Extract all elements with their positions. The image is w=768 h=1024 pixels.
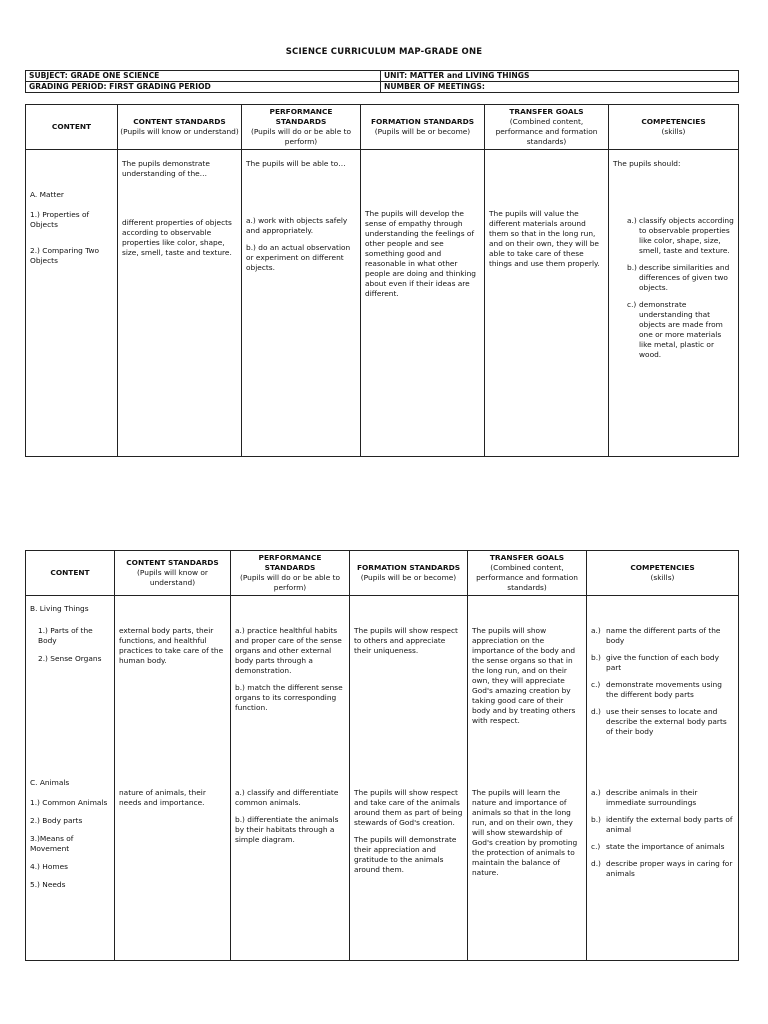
- animals-competency-list: [591, 788, 734, 879]
- matter-formation-standards-cell: [361, 150, 485, 457]
- header-transfer-goals: TRANSFER GOALS (Combined content, performance and formation standards): [468, 551, 587, 596]
- list-item: c.) state the importance of animals: [591, 841, 725, 851]
- grading-period-cell: GRADING PERIOD: FIRST GRADING PERIOD: [26, 82, 381, 93]
- list-item: c.) demonstrate understanding that objects are made from one or more materials like metal, plastic or wood.: [627, 299, 723, 359]
- living-fs-text: The pupils will show respect to others and appreciate their uniqueness.: [354, 626, 458, 655]
- animals-item-2: 2.) Body parts: [30, 815, 83, 825]
- animals-item-1: 1.) Common Animals: [30, 797, 108, 807]
- animals-cs-text: nature of animals, their needs and importance.: [119, 788, 206, 807]
- animals-fs-text-1: The pupils will show respect and take care of the animals around them as part of being stewards of God's creation.: [354, 788, 463, 827]
- matter-performance-standards-cell: [242, 150, 361, 457]
- animals-item-5: 5.) Needs: [30, 879, 66, 889]
- living-item-2: 2.) Sense Organs: [38, 653, 102, 663]
- meetings-cell: NUMBER OF MEETINGS:: [381, 82, 739, 93]
- subject-cell: SUBJECT: GRADE ONE SCIENCE: [26, 71, 381, 82]
- matter-ps-a: a.) work with objects safely and appropriately.: [246, 215, 348, 235]
- living-formation-standards-cell: [350, 596, 468, 777]
- document-title: SCIENCE CURRICULUM MAP-GRADE ONE: [285, 47, 483, 57]
- animals-transfer-goals-cell: [468, 776, 587, 961]
- animals-competencies-cell: [587, 776, 739, 961]
- animals-tg-text: The pupils will learn the nature and importance of animals so that in the long run, and on their own, they will show stewardship of God's creation by promoting the protection of animals to maintain the balance of nature.: [472, 788, 578, 877]
- living-performance-standards-cell: [231, 596, 350, 777]
- header-competencies: COMPETENCIES (skills): [609, 105, 739, 150]
- header-content-standards: CONTENT STANDARDS (Pupils will know or understand): [118, 105, 242, 150]
- unit-cell: UNIT: MATTER and LIVING THINGS: [381, 71, 739, 82]
- living-cs-text: external body parts, their functions, and healthful practices to take care of the human body.: [119, 626, 224, 665]
- matter-ps-intro: The pupils will be able to…: [246, 159, 346, 168]
- header-transfer-goals: TRANSFER GOALS (Combined content, performance and formation standards): [485, 105, 609, 150]
- curriculum-table-living-things: [25, 550, 739, 961]
- animals-formation-standards-cell: [350, 776, 468, 961]
- matter-content-standards-cell: [118, 150, 242, 457]
- living-transfer-goals-cell: [468, 596, 587, 777]
- matter-heading: A. Matter: [30, 190, 64, 199]
- list-item: c.) demonstrate movements using the different body parts: [591, 679, 722, 699]
- matter-cs-intro: The pupils demonstrate understanding of the…: [122, 159, 210, 178]
- living-tg-text: The pupils will show appreciation on the importance of the body and the sense organs so that in the long run, and on their own, they will appreciate God's amazing creation by taking good care of their body and by treating others with respect.: [472, 626, 576, 725]
- header-formation-standards: FORMATION STANDARDS (Pupils will be or become): [361, 105, 485, 150]
- header-performance-standards: PERFORMANCE STANDARDS (Pupils will do or be able to perform): [231, 551, 350, 596]
- living-ps-b: b.) match the different sense organs to its corresponding function.: [235, 682, 343, 712]
- list-item: a.) name the different parts of the body: [591, 626, 721, 645]
- living-content-cell: [26, 596, 115, 777]
- matter-ps-b: b.) do an actual observation or experiment on different objects.: [246, 242, 351, 272]
- header-content: CONTENT: [26, 551, 115, 596]
- living-competencies-cell: [587, 596, 739, 777]
- matter-item-1: 1.) Properties of Objects: [30, 209, 90, 229]
- animals-ps-b: b.) differentiate the animals by their habitats through a simple diagram.: [235, 814, 339, 844]
- header-formation-standards: FORMATION STANDARDS (Pupils will be or become): [350, 551, 468, 596]
- animals-heading: C. Animals: [30, 778, 70, 787]
- animals-content-standards-cell: [115, 776, 231, 961]
- list-item: a.) describe animals in their immediate surroundings: [591, 788, 698, 807]
- list-item: d.) describe proper ways in caring for animals: [591, 858, 733, 878]
- animals-item-3: 3.)Means of Movement: [30, 833, 74, 853]
- header-performance-standards: PERFORMANCE STANDARDS (Pupils will do or be able to perform): [242, 105, 361, 150]
- header-content-standards: CONTENT STANDARDS (Pupils will know or understand): [115, 551, 231, 596]
- matter-cs-text: different properties of objects according to observable properties like color, shape, size, smell, taste and texture.: [122, 217, 232, 257]
- animals-ps-a: a.) classify and differentiate common animals.: [235, 788, 339, 807]
- living-competency-list: [591, 626, 734, 737]
- living-item-1: 1.) Parts of the Body: [38, 625, 93, 645]
- list-item: a.) classify objects according to observable properties like color, shape, size, smell, taste and texture.: [627, 215, 734, 255]
- living-ps-a: a.) practice healthful habits and proper care of the sense organs and other external body parts through a demonstration.: [235, 626, 342, 675]
- list-item: b.) give the function of each body part: [591, 652, 719, 672]
- curriculum-table-matter: [25, 104, 739, 457]
- living-heading: B. Living Things: [30, 604, 89, 613]
- matter-transfer-goals-cell: [485, 150, 609, 457]
- animals-content-cell: [26, 776, 115, 961]
- list-item: b.) describe similarities and differences of given two objects.: [627, 262, 730, 292]
- header-content: CONTENT: [26, 105, 118, 150]
- matter-fs-text: The pupils will develop the sense of empathy through understanding the feelings of other people and see something good and reasonable in what other people are doing and thinking about even if their ideas are different.: [365, 209, 476, 298]
- header-competencies: COMPETENCIES (skills): [587, 551, 739, 596]
- animals-fs-text-2: The pupils will demonstrate their appreciation and gratitude to the animals around them.: [354, 834, 457, 874]
- living-content-standards-cell: [115, 596, 231, 777]
- meta-table: [25, 70, 739, 93]
- list-item: b.) identify the external body parts of animal: [591, 814, 733, 834]
- matter-tg-text: The pupils will value the different materials around them so that in the long run, and on their own, they will be able to take care of these things and use them properly.: [489, 209, 600, 268]
- matter-content-cell: [26, 150, 118, 457]
- matter-item-2: 2.) Comparing Two Objects: [30, 245, 100, 265]
- matter-competency-list: [613, 216, 734, 360]
- list-item: d.) use their senses to locate and describe the external body parts of their body: [591, 706, 727, 736]
- matter-comp-intro: The pupils should:: [613, 159, 681, 168]
- animals-performance-standards-cell: [231, 776, 350, 961]
- matter-competencies-cell: [609, 150, 739, 457]
- animals-item-4: 4.) Homes: [30, 861, 68, 871]
